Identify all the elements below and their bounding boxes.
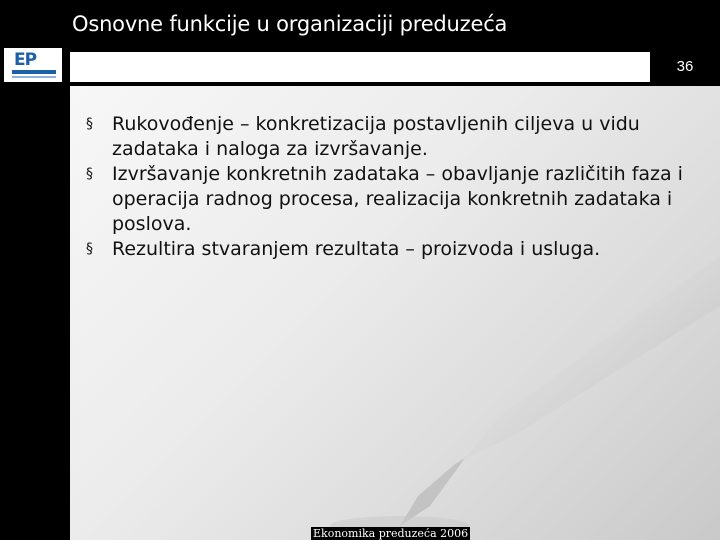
list-item xyxy=(86,162,706,237)
logo xyxy=(4,48,62,82)
bullet-text: Izvršavanje konkretnih zadataka – obavljanje različitih faza i operacija radnog procesa, realizacija konkretnih zadataka i poslova. xyxy=(112,163,683,235)
number-bar xyxy=(70,52,720,82)
logo-icon: EP xyxy=(14,50,37,70)
bullet-text: Rukovođenje – konkretizacija postavljenih ciljeva u vidu zadataka i naloga za izvršavanje. xyxy=(112,113,640,160)
bullet-text: Rezultira stvaranjem rezultata – proizvoda i usluga. xyxy=(112,238,601,260)
bullet-icon: § xyxy=(86,166,93,182)
title-bar xyxy=(64,0,720,46)
footer-text: Ekonomika preduzeća 2006 xyxy=(313,527,469,540)
content-area xyxy=(70,86,720,540)
bullet-icon: § xyxy=(86,116,93,132)
slide-number: 36 xyxy=(650,52,720,82)
bullet-icon: § xyxy=(86,241,93,257)
logo-underline xyxy=(12,70,56,74)
list-item xyxy=(86,237,706,262)
logo-underline-light xyxy=(12,76,56,78)
slide-title: Osnovne funkcije u organizaciji preduzeća xyxy=(72,12,508,36)
list-item xyxy=(86,112,706,162)
bullet-list xyxy=(86,112,706,262)
footer xyxy=(0,526,720,540)
